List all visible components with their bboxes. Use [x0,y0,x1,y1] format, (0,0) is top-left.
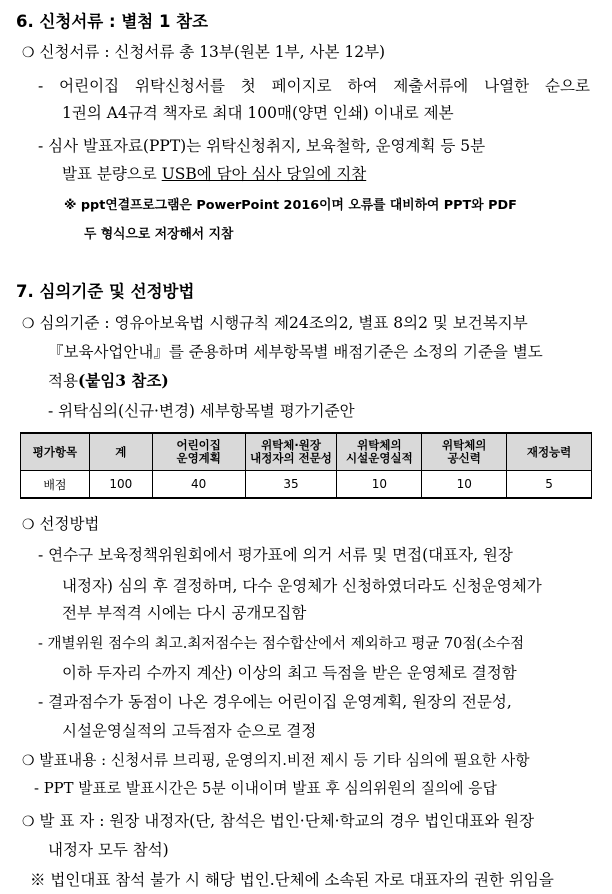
paragraph-line: 1권의 A4규격 책자로 최대 100매(양면 인쇄) 이내로 제본 [62,104,454,122]
table-header-row [21,433,592,471]
paragraph-line [62,164,366,184]
attachment-reference: (붙임3 참조) [77,371,169,390]
paragraph-line [48,371,169,391]
presenter-text: 발 표 자 : 원장 내정자(단, 참석은 법인·단체·학교의 경우 법인대표와 원장 [39,812,535,830]
evaluation-table [20,432,592,499]
ppt-note: ※ ppt연결프로그램은 PowerPoint 2016이며 오류를 대비하여 PPT와 PDF [64,198,517,213]
circle-bullet-icon: ❍ [22,753,35,769]
table-cell: 배점 [21,471,90,499]
table-caption: - 위탁심의(신규·변경) 세부항목별 평가기준안 [48,402,355,420]
table-header-cell: 평가항목 [21,433,90,471]
selection-method-label: 선정방법 [39,515,100,533]
list-item [22,751,530,771]
paragraph-line: - 심사 발표자료(PPT)는 위탁신청취지, 보육철학, 운영계획 등 5분 [38,137,486,155]
table-cell: 10 [422,471,507,499]
table-header-cell: 어린이집 운영계획 [152,433,245,471]
paragraph-line: 전부 부적격 시에는 다시 공개모집함 [62,604,307,622]
circle-bullet-icon: ❍ [22,814,35,830]
list-item [22,313,528,334]
table-cell: 10 [337,471,422,499]
ppt-note: 두 형식으로 저장해서 지참 [84,227,234,242]
circle-bullet-icon: ❍ [22,45,35,61]
paragraph-line: 이하 두자리 수까지 계산) 이상의 최고 득점을 받은 운영체로 결정함 [62,664,517,682]
table-header-cell: 위탁체·원장 내정자의 전문성 [245,433,337,471]
circle-bullet-icon: ❍ [22,517,35,533]
list-item [22,514,99,535]
paragraph-line: - 어린이집 위탁신청서를 첫 페이지로 하여 제출서류에 나열한 순으로 [38,77,590,95]
table-row [21,471,592,499]
paragraph-text: 적용 [48,372,78,390]
paragraph-line: 『보육사업안내』를 준용하며 세부항목별 배점기준은 소정의 기준을 별도 [48,343,543,361]
table-header-cell: 위탁체의 공신력 [422,433,507,471]
paragraph-line: - 연수구 보육정책위원회에서 평가표에 의거 서류 및 면접(대표자, 원장 [38,546,513,564]
table-header-cell: 계 [89,433,152,471]
list-item [22,811,534,832]
paragraph-line: 내정자 모두 참석) [48,841,169,859]
paragraph-line: - 결과점수가 동점이 나온 경우에는 어린이집 운영계획, 원장의 전문성, [38,693,512,711]
presentation-content-text: 발표내용 : 신청서류 브리핑, 운영의지.비전 제시 등 기타 심의에 필요한 사항 [39,752,530,769]
paragraph-line: 내정자) 심의 후 결정하며, 다수 운영체가 신청하였더라도 신청운영체가 [62,577,542,595]
paragraph-line: - PPT 발표로 발표시간은 5분 이내이며 발표 후 심의위원의 질의에 응답 [34,780,497,797]
paragraph-text: 발표 분량으로 [62,165,162,183]
underlined-instruction: USB에 담아 심사 당일에 지참 [161,165,367,183]
table-cell: 35 [245,471,337,499]
final-note: ※ 법인대표 참석 불가 시 해당 법인.단체에 소속된 자로 대표자의 권한 위임을 [30,871,554,889]
section-7-heading: 7. 심의기준 및 선정방법 [16,282,195,301]
table-cell: 100 [89,471,152,499]
criteria-text: 심의기준 : 영유아보육법 시행규칙 제24조의2, 별표 8의2 및 보건복지부 [39,314,528,332]
section-6-heading: 6. 신청서류 : 별첨 1 참조 [16,12,209,31]
circle-bullet-icon: ❍ [22,316,35,332]
table-header-cell: 재정능력 [507,433,592,471]
list-item [22,42,385,63]
table-cell: 40 [152,471,245,499]
paragraph-line: - 개별위원 점수의 최고.최저점수는 점수합산에서 제외하고 평균 70점(소수점 [38,636,525,652]
table-cell: 5 [507,471,592,499]
paragraph-line: 시설운영실적의 고득점자 순으로 결정 [62,722,317,740]
table-header-cell: 위탁체의 시설운영실적 [337,433,422,471]
application-documents-text: 신청서류 : 신청서류 총 13부(원본 1부, 사본 12부) [39,43,386,61]
